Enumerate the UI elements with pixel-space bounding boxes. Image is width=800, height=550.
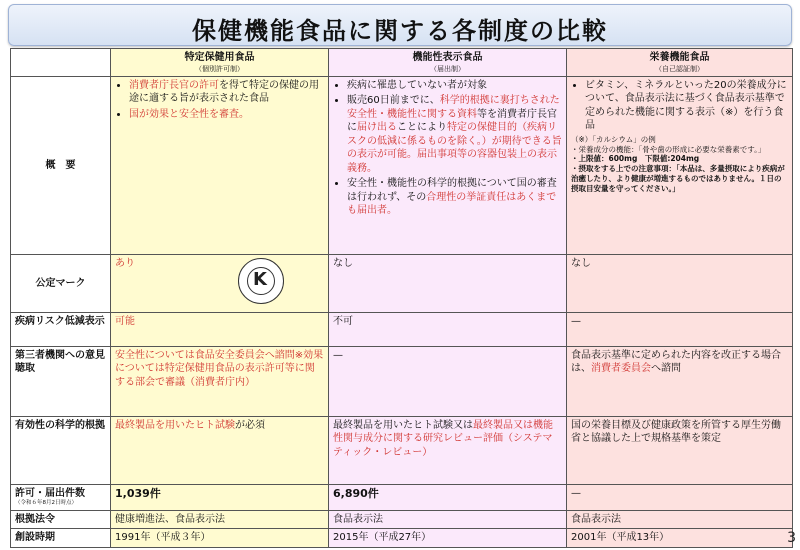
column-header-kinou (329, 49, 567, 77)
text-segment-red: 合理性の挙証責任はあくまでも届出者。 (347, 191, 557, 217)
text-segment: 販売60日前までに、 (347, 95, 440, 107)
note-line: ・上限値：600mg 下限値:204mg (571, 154, 700, 164)
text-segment: 安全性・機能性の科学的根拠について国の審査は行われず、その (347, 178, 557, 203)
row-yuukou (11, 416, 793, 484)
bullet-list (115, 79, 324, 122)
page-title: 保健機能食品に関する各制度の比較 (192, 17, 608, 45)
row-label-cell (11, 484, 111, 510)
list-item (347, 94, 562, 175)
text-segment-red: 科学的根拠に裏打ちされた安全性・機能性に関する資料 (347, 95, 560, 120)
text-segment: ことにより (397, 122, 447, 134)
list-item: • ビタミン、ミネラルといった20の栄養成分について、食品表示法に基づく食品表示基準で定められた機能に関する表示（※）を行う食品 (585, 79, 788, 133)
text-segment: 食品表示基準に定められた内容を改正する場合は、 (571, 349, 781, 375)
text-segment: が必須 (235, 419, 265, 431)
cell-gaiyou-kinou (329, 76, 567, 254)
comparison-table (10, 48, 793, 548)
cell-kyoka-kinou: 6,890件 (329, 484, 567, 510)
row-label: 疾病リスク低減表示 (11, 312, 111, 346)
corner-cell (11, 49, 111, 77)
list-item (347, 79, 562, 93)
text-segment-red: 消費者庁長官の許可 (129, 79, 219, 91)
cell-gaiyou-eiyou (567, 76, 793, 254)
text-segment: を得て特定の保健の用途に適する旨が表示された食品 (129, 79, 319, 105)
list-item (347, 177, 562, 218)
notes-block (571, 135, 788, 194)
cell-daisan-kinou: — (329, 346, 567, 416)
text-segment-red: 消費者委員会 (591, 363, 651, 375)
cell-daisan-tokutei: 安全性については食品安全委員会へ諮問※効果については特定保健用食品の表示許可等に関する部会で審議（消費者庁内） (111, 346, 329, 416)
cell-kyoka-eiyou: — (567, 484, 793, 510)
cell-risk-tokutei: 可能 (111, 312, 329, 346)
row-mark (11, 254, 793, 312)
text-segment: 等を消費者庁長官に (347, 108, 557, 134)
cell-risk-eiyou: — (567, 312, 793, 346)
cell-mark-tokutei: あり (111, 254, 329, 312)
tokuho-mark-logo (238, 258, 284, 304)
text-segment-red: 国が効果と安全性を審査。 (129, 108, 249, 120)
row-daisan (11, 346, 793, 416)
column-title: 機能性表示食品 (412, 52, 483, 63)
row-label: 概 要 (11, 76, 111, 254)
row-sousetsu (11, 529, 793, 548)
cell-sousetsu-eiyou: 2001年（平成13年） (567, 529, 793, 548)
row-label: 公定マーク (11, 254, 111, 312)
cell-risk-kinou: 不可 (329, 312, 567, 346)
cell-mark-kinou: なし (329, 254, 567, 312)
text-segment-red: 特定の保健目的（疾病リスクの低減に係るものを除く。）が期待できる旨の表示が可能。届出事項等の容器包装上の表示義務。 (347, 122, 562, 174)
text-segment: 疾病に罹患していない者が対象 (347, 79, 487, 91)
row-label: 有効性の科学的根拠 (11, 416, 111, 484)
column-title: 栄養機能食品 (649, 52, 710, 63)
cell-konkyo-eiyou: 食品表示法 (567, 510, 793, 529)
cell-kyoka-tokutei: 1,039件 (111, 484, 329, 510)
row-label: 創設時期 (11, 529, 111, 548)
text-segment: へ諮問 (651, 363, 681, 375)
row-risk (11, 312, 793, 346)
text-segment-red: 最終製品又は機能性関与成分に関する研究レビュー評価（システマティック・レビュー） (333, 419, 553, 458)
page-number: 3 (787, 530, 796, 546)
list-item (129, 79, 324, 106)
column-subtitle: （届出制） (430, 64, 465, 73)
cell-konkyo-tokutei: 健康増進法、食品表示法 (111, 510, 329, 529)
cell-gaiyou-tokutei (111, 76, 329, 254)
row-kyoka (11, 484, 793, 510)
cell-sousetsu-tokutei: 1991年（平成３年） (111, 529, 329, 548)
bullet-list (571, 79, 788, 133)
list-item (129, 108, 324, 122)
column-header-eiyou (567, 49, 793, 77)
column-subtitle: （自己認証制） (655, 64, 704, 73)
row-note: （令和６年8月2日時点） (15, 500, 77, 507)
note-line: ・栄養成分の機能：「骨や歯の形成に必要な栄養素です。」 (571, 144, 766, 154)
row-gaiyou (11, 76, 793, 254)
text-segment-red: 届け出る (357, 122, 397, 134)
cell-yuukou-kinou (329, 416, 567, 484)
row-label: 許可・届出件数 (15, 487, 85, 499)
note-line: ・摂取をする上での注意事項：「本品は、多量摂取により疾病が治癒したり、より健康が増進するものではありません。１日の摂取目安量を守ってください。」 (571, 164, 785, 193)
cell-konkyo-kinou: 食品表示法 (329, 510, 567, 529)
cell-yuukou-eiyou: 国の栄養目標及び健康政策を所管する厚生労働省と協議した上で規格基準を策定 (567, 416, 793, 484)
cell-mark-eiyou: なし (567, 254, 793, 312)
bullet-list (333, 79, 562, 218)
header-row (11, 49, 793, 77)
logo-figure-glyph: K (253, 269, 267, 290)
title-bar (8, 4, 792, 46)
cell-daisan-eiyou (567, 346, 793, 416)
text-segment: 最終製品を用いたヒト試験又は (333, 419, 473, 431)
row-konkyo (11, 510, 793, 529)
cell-sousetsu-kinou: 2015年（平成27年） (329, 529, 567, 548)
column-header-tokutei (111, 49, 329, 77)
column-title: 特定保健用食品 (184, 52, 255, 63)
text-segment-red: 最終製品を用いたヒト試験 (115, 419, 235, 431)
row-label: 第三者機関への意見聴取 (11, 346, 111, 416)
column-subtitle: （個別許可制） (195, 64, 244, 73)
note-line: （※）「カルシウム」の例 (571, 134, 656, 144)
row-label: 根拠法令 (11, 510, 111, 529)
cell-yuukou-tokutei (111, 416, 329, 484)
